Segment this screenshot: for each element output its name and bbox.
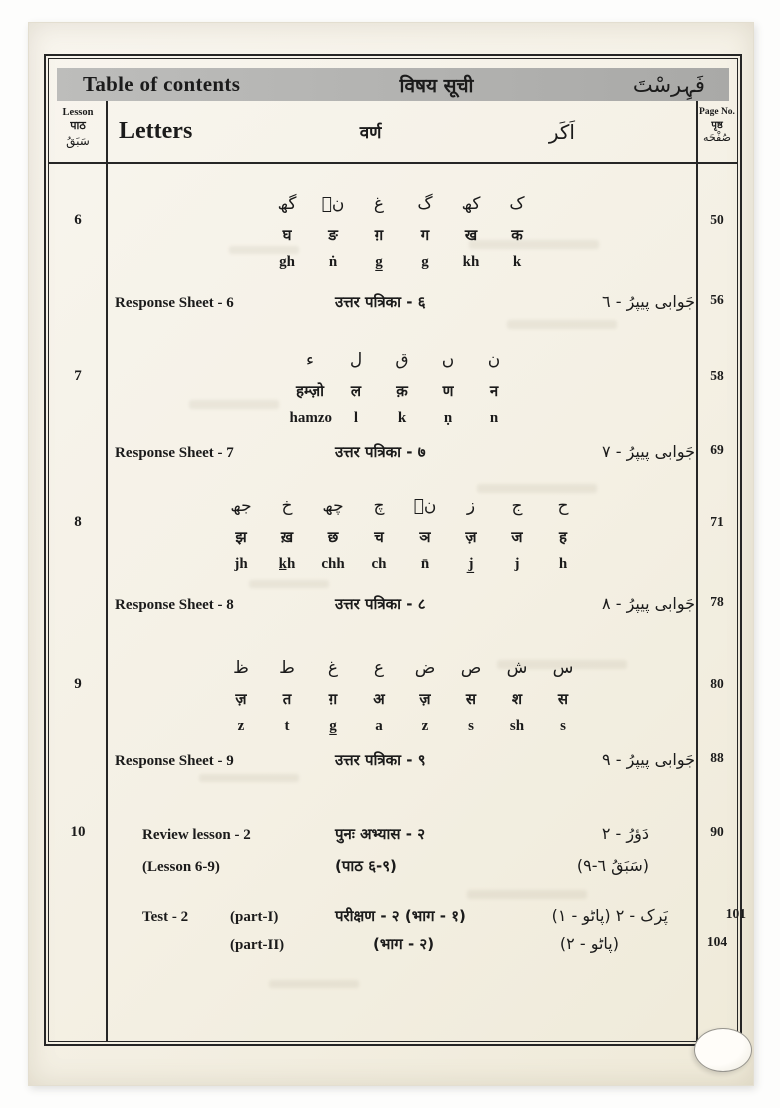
letters-column-header [107,101,697,162]
letter-grid-lesson-6 [107,188,697,274]
page-number: 88 [710,750,724,765]
response-sheet-english: Response Sheet - 6 [115,295,234,311]
roman-letter: n̄ [420,556,430,572]
letter-grid-lesson-7 [107,344,697,430]
urdu-letter: ں [441,350,455,370]
devanagari-letter: श [511,690,523,708]
devanagari-letter: त [282,690,292,708]
roman-letter: j [514,556,520,572]
lesson-column-header [49,101,107,162]
spacer [49,856,107,876]
roman-letter: ṅ [328,254,338,270]
left-column-rule [106,101,108,1041]
roman-letter: jh [234,556,248,572]
roman-letter: t [284,718,290,734]
devanagari-letter: ज़ [419,690,431,708]
devanagari-letter: हम्ज़ो [296,382,324,400]
test-part2-row [49,934,737,954]
page-header-english: Page No. [699,107,735,117]
table-of-contents-header [57,68,729,101]
devanagari-letter: ख़ [280,528,294,546]
response-sheet-urdu: جَوابی پیپرُ - ٧ [602,442,695,461]
spacer [49,906,107,926]
urdu-letter: ز [466,496,476,516]
bleed-through-artifact [507,320,617,329]
response-sheet-hindi: उत्तर पत्रिका - ९ [335,751,426,769]
right-column-rule [696,101,698,1041]
response-sheet-hindi: उत्तर पत्रिका - ८ [335,595,426,613]
letter-column [543,490,584,576]
letter-column [221,652,262,738]
response-sheet-9 [107,750,697,770]
roman-letter: sh [509,718,525,734]
urdu-letter: چ [373,496,385,516]
urdu-letter: ح [557,496,569,516]
devanagari-letter: स [465,690,477,708]
header-title-hindi: विषय सूची [399,74,474,97]
response-sheet-9-row [49,750,737,770]
bleed-through-artifact [269,980,359,988]
roman-letter: kh [462,254,480,270]
letter-column [405,490,446,576]
roman-letter: s [560,718,566,734]
letter-column [497,652,538,738]
letter-column [267,188,308,274]
review-range-row [49,856,737,876]
lesson-6-row [49,188,737,274]
page-header-urdu: صُفْحَه [703,131,731,144]
urdu-letter: ض [414,658,436,678]
roman-letter: chh [321,556,345,572]
test-part2-urdu: (پاٹو - ٢) [559,934,619,953]
lesson-number: 7 [74,368,82,384]
lesson-number: 10 [70,824,86,840]
bleed-through-artifact [199,774,299,782]
review-lesson-row [49,824,737,844]
roman-letter: ch [371,556,387,572]
letter-column [451,188,492,274]
book-page [28,22,754,1086]
letter-column [497,490,538,576]
lesson-header-hindi: पाठ [70,119,86,132]
spacer [49,292,107,312]
devanagari-letter: छ [327,528,339,546]
devanagari-letter: घ [282,226,292,244]
devanagari-letter: च [374,528,384,546]
letter-column [290,344,331,430]
urdu-letter: گھ [277,194,297,214]
lesson-header-urdu: سَبَقُ [66,134,90,148]
page-number: 101 [725,906,747,921]
roman-letter: n [489,410,499,426]
roman-letter: k̲h [278,556,296,572]
roman-letter: k [397,410,407,426]
response-sheet-8-row [49,594,737,614]
urdu-letter: خ [281,496,293,516]
devanagari-letter: ग़ [328,690,338,708]
spacer [49,934,107,954]
letter-column [359,490,400,576]
urdu-letter: ن [487,350,501,370]
roman-letter: gh [279,254,295,270]
devanagari-letter: ज़ [235,690,247,708]
bleed-through-artifact [467,890,587,899]
page-number: 58 [710,368,724,383]
devanagari-letter: ण [442,382,454,400]
response-sheet-hindi: उत्तर पत्रिका - ६ [335,293,426,311]
header-title-english: Table of contents [83,72,241,96]
lesson-8-row [49,490,737,576]
response-sheet-english: Response Sheet - 9 [115,753,234,769]
lesson-header-english: Lesson [62,107,94,118]
devanagari-letter: झ [235,528,247,546]
review-range [107,856,697,876]
review-range-urdu: (سَبَقُ ٦-٩) [576,856,649,875]
page-border-frame [44,54,747,1046]
letter-column [405,188,446,274]
response-sheet-hindi: उत्तर पत्रिका - ७ [335,443,426,461]
letter-grid-lesson-8 [107,490,697,576]
page-number: 78 [710,594,724,609]
test-english [107,909,335,926]
urdu-letter: گ [417,194,433,214]
devanagari-letter: ख [464,226,478,244]
review-english: Review lesson - 2 [142,827,251,843]
spacer [49,594,107,614]
urdu-letter: کھ [461,194,481,214]
letter-column [428,344,469,430]
letter-column [382,344,423,430]
spacer [697,856,737,876]
letter-column [543,652,584,738]
letter-column [451,652,492,738]
devanagari-letter: क [511,226,523,244]
page-thumb-notch [694,1028,752,1072]
urdu-letter: غ [373,194,385,214]
urdu-letter: ن٘ [413,496,437,516]
lesson-number: 9 [74,676,82,692]
page-number: 71 [710,514,724,529]
devanagari-letter: न [489,382,499,400]
roman-letter: g [421,254,429,270]
letters-header-english: Letters [119,118,193,144]
response-sheet-6 [107,292,697,312]
test-part2 [107,934,697,954]
page-number: 50 [710,212,724,227]
devanagari-letter: ग [420,226,430,244]
review-range-hindi: (पाठ ६-९) [335,857,397,875]
page-number: 80 [710,676,724,691]
devanagari-letter: अ [373,690,385,708]
header-title-urdu: فَہِرسْتَ [632,72,705,97]
roman-letter: j̲ [468,556,474,572]
response-sheet-7 [107,442,697,462]
letters-header-hindi: वर्ण [359,123,382,143]
urdu-letter: ن٘ [321,194,345,214]
urdu-letter: جھ [230,496,252,516]
review-hindi: पुनः अभ्यास - २ [335,825,425,843]
urdu-letter: ک [509,194,525,214]
devanagari-letter: ग़ [374,226,384,244]
test-part2-hindi: (भाग - २) [373,935,435,953]
roman-letter: z [421,718,429,734]
urdu-letter: چھ [322,496,344,516]
letter-column [497,188,538,274]
urdu-letter: ظ [233,658,249,678]
letter-column [267,652,308,738]
test-part1 [107,906,716,926]
page-column-header [697,101,737,162]
page-number: 90 [710,824,724,839]
column-headers [49,101,737,164]
roman-letter: g̲ [375,254,383,270]
review-range-english: (Lesson 6-9) [142,859,220,875]
urdu-letter: ص [460,658,482,678]
spacer [49,442,107,462]
page-number: 56 [710,292,724,307]
response-sheet-urdu: جَوابی پیپرُ - ٩ [602,750,695,769]
roman-letter: g̲ [329,718,337,734]
letter-column [451,490,492,576]
roman-letter: h [558,556,568,572]
test-part1-row [49,906,747,926]
test-part2-english: (part-II) [230,937,285,953]
letter-column [359,188,400,274]
test-part1-hindi: परीक्षण - २ (भाग - १) [335,907,466,925]
urdu-letter: ء [306,350,314,370]
spacer [49,750,107,770]
roman-letter: s [468,718,474,734]
lesson-number: 6 [74,212,82,228]
response-sheet-urdu: جَوابی پیپرُ - ٦ [602,292,695,311]
letter-column [221,490,262,576]
letter-column [359,652,400,738]
devanagari-letter: ह [559,528,567,546]
letter-grid-lesson-9 [107,652,697,738]
contents-rows [49,188,747,954]
devanagari-letter: ङ [328,226,338,244]
lesson-9-row [49,652,737,738]
letter-column [405,652,446,738]
test-part1-english: (part-I) [230,909,279,925]
devanagari-letter: ज़ [465,528,477,546]
urdu-letter: غ [327,658,339,678]
page-number: 69 [710,442,724,457]
letter-column [474,344,515,430]
devanagari-letter: क़ [396,382,408,400]
page-border-inner [48,58,747,1042]
review-lesson [107,824,697,844]
urdu-letter: ل [349,350,363,370]
urdu-letter: ج [511,496,523,516]
roman-letter: ṇ [443,410,453,426]
letter-column [267,490,308,576]
page-number: 104 [706,934,728,949]
response-sheet-english: Response Sheet - 7 [115,445,234,461]
letter-column [313,652,354,738]
letter-column [336,344,377,430]
urdu-letter: ط [279,658,295,678]
contents-table [49,101,747,1041]
lesson-7-row [49,344,737,430]
response-sheet-7-row [49,442,737,462]
urdu-letter: ش [506,658,528,678]
review-urdu: دَؤرُ - ٢ [601,824,649,843]
letter-column [313,490,354,576]
urdu-letter: ق [395,350,409,370]
response-sheet-8 [107,594,697,614]
response-sheet-6-row [49,292,737,312]
devanagari-letter: ज [511,528,523,546]
lesson-number: 8 [74,514,82,530]
urdu-letter: ع [373,658,385,678]
urdu-letter: س [552,658,574,678]
page-header-hindi: पृष्ठ [711,120,723,131]
letters-header-urdu: اَکَر [548,119,575,144]
roman-letter: z [237,718,245,734]
bleed-through-artifact [249,580,329,588]
test-part1-urdu: پَرک - ٢ (پاٹو - ١) [551,906,668,925]
devanagari-letter: ञ [419,528,431,546]
roman-letter: hamzo [289,410,332,426]
test-title-english: Test - 2 [142,909,189,925]
response-sheet-english: Response Sheet - 8 [115,597,234,613]
letter-column [313,188,354,274]
response-sheet-urdu: جَوابی پیپرُ - ٨ [602,594,695,613]
devanagari-letter: ल [350,382,362,400]
devanagari-letter: स [557,690,569,708]
roman-letter: a [375,718,383,734]
roman-letter: k [512,254,522,270]
roman-letter: l [353,410,359,426]
